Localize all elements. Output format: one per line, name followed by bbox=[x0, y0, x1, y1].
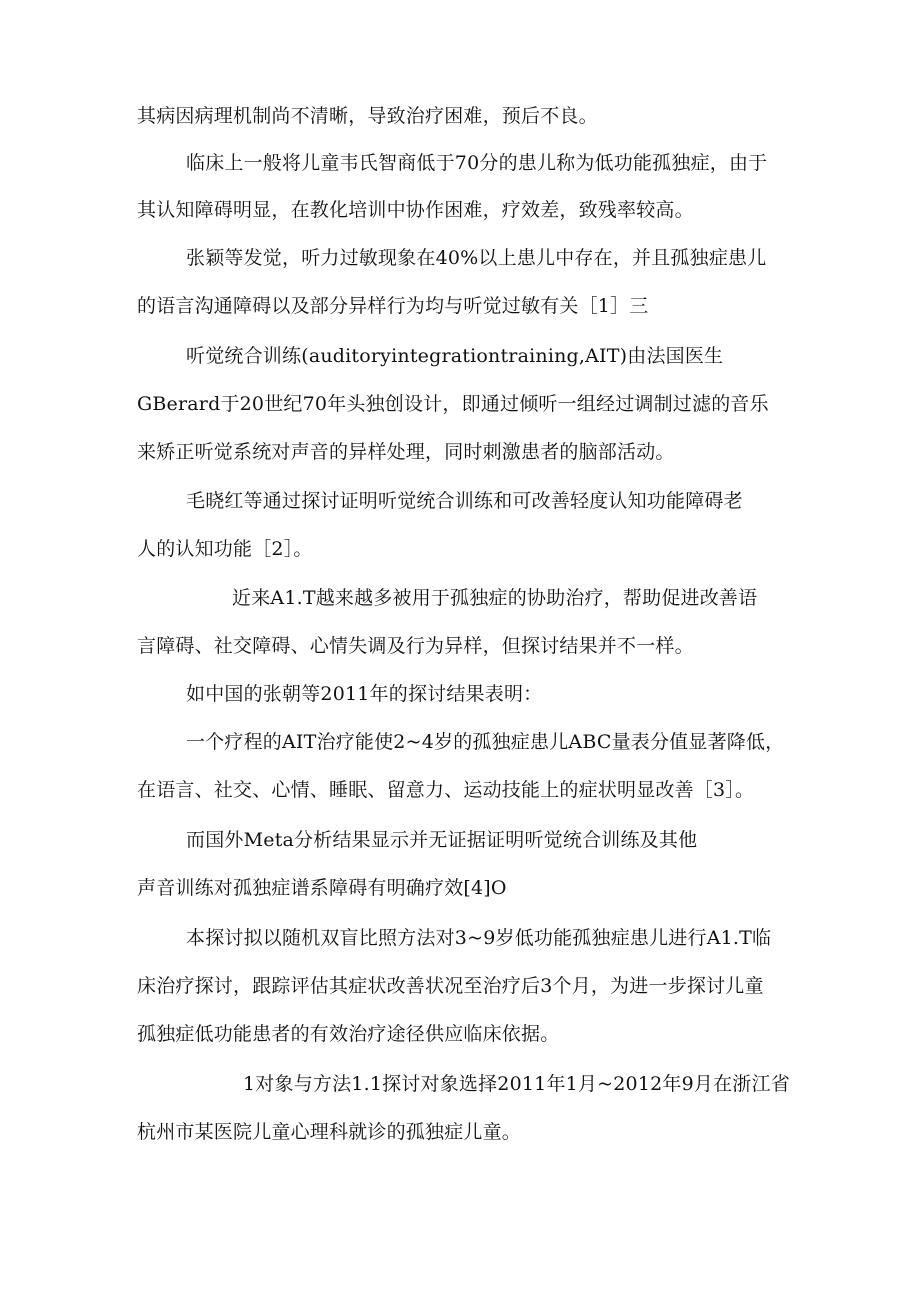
text-line: 人的认知功能［2］。 bbox=[137, 538, 313, 560]
text-line: 张颖等发觉，听力过敏现象在40%以上患儿中存在，并且孤独症患儿 bbox=[186, 247, 767, 269]
text-line: 1对象与方法1.1探讨对象选择2011年1月~2012年9月在浙江省 bbox=[243, 1073, 790, 1095]
text-line: 近来A1.T越来越多被用于孤独症的协助治疗，帮助促进改善语 bbox=[232, 587, 758, 609]
text-line: 毛晓红等通过探讨证明听觉统合训练和可改善轻度认知功能障碍老 bbox=[186, 490, 743, 512]
text-line: 孤独症低功能患者的有效治疗途径供应临床依据。 bbox=[137, 1023, 560, 1045]
text-line: 如中国的张朝等2011年的探讨结果表明： bbox=[186, 683, 543, 705]
text-line: 听觉统合训练(auditoryintegrationtraining,AIT)由法国医生 bbox=[186, 345, 724, 367]
text-line: 而国外Meta分析结果显示并无证据证明听觉统合训练及其他 bbox=[186, 829, 698, 851]
text-line: 本探讨拟以随机双盲比照方法对3~9岁低功能孤独症患儿进行A1.T临 bbox=[186, 927, 772, 949]
text-line: 临床上一般将儿童韦氏智商低于70分的患儿称为低功能孤独症，由于 bbox=[186, 152, 768, 174]
text-line: GBerard于20世纪70年头独创设计，即通过倾听一组经过调制过滤的音乐 bbox=[137, 393, 769, 415]
text-line: 其认知障碍明显，在教化培训中协作困难，疗效差，致残率较高。 bbox=[137, 199, 694, 221]
text-line: 言障碍、社交障碍、心情失调及行为异样，但探讨结果并不一样。 bbox=[137, 635, 694, 657]
text-line: 的语言沟通障碍以及部分异样行为均与听觉过敏有关［1］三 bbox=[137, 295, 649, 317]
text-line: 杭州市某医院儿童心理科就诊的孤独症儿童。 bbox=[137, 1121, 522, 1143]
text-line: 其病因病理机制尚不清晰，导致治疗困难，预后不良。 bbox=[137, 105, 598, 127]
text-line: 一个疗程的AIT治疗能使2~4岁的孤独症患儿ABC量表分值显著降低， bbox=[186, 731, 785, 753]
text-line: 声音训练对孤独症谱系障碍有明确疗效[4]O bbox=[137, 877, 507, 899]
text-line: 床治疗探讨，跟踪评估其症状改善状况至治疗后3个月，为进一步探讨儿童 bbox=[137, 975, 764, 997]
text-line: 在语言、社交、心情、睡眠、留意力、运动技能上的症状明显改善［3］。 bbox=[137, 779, 755, 801]
text-line: 来矫正听觉系统对声音的异样处理，同时刺激患者的脑部活动。 bbox=[137, 441, 675, 463]
